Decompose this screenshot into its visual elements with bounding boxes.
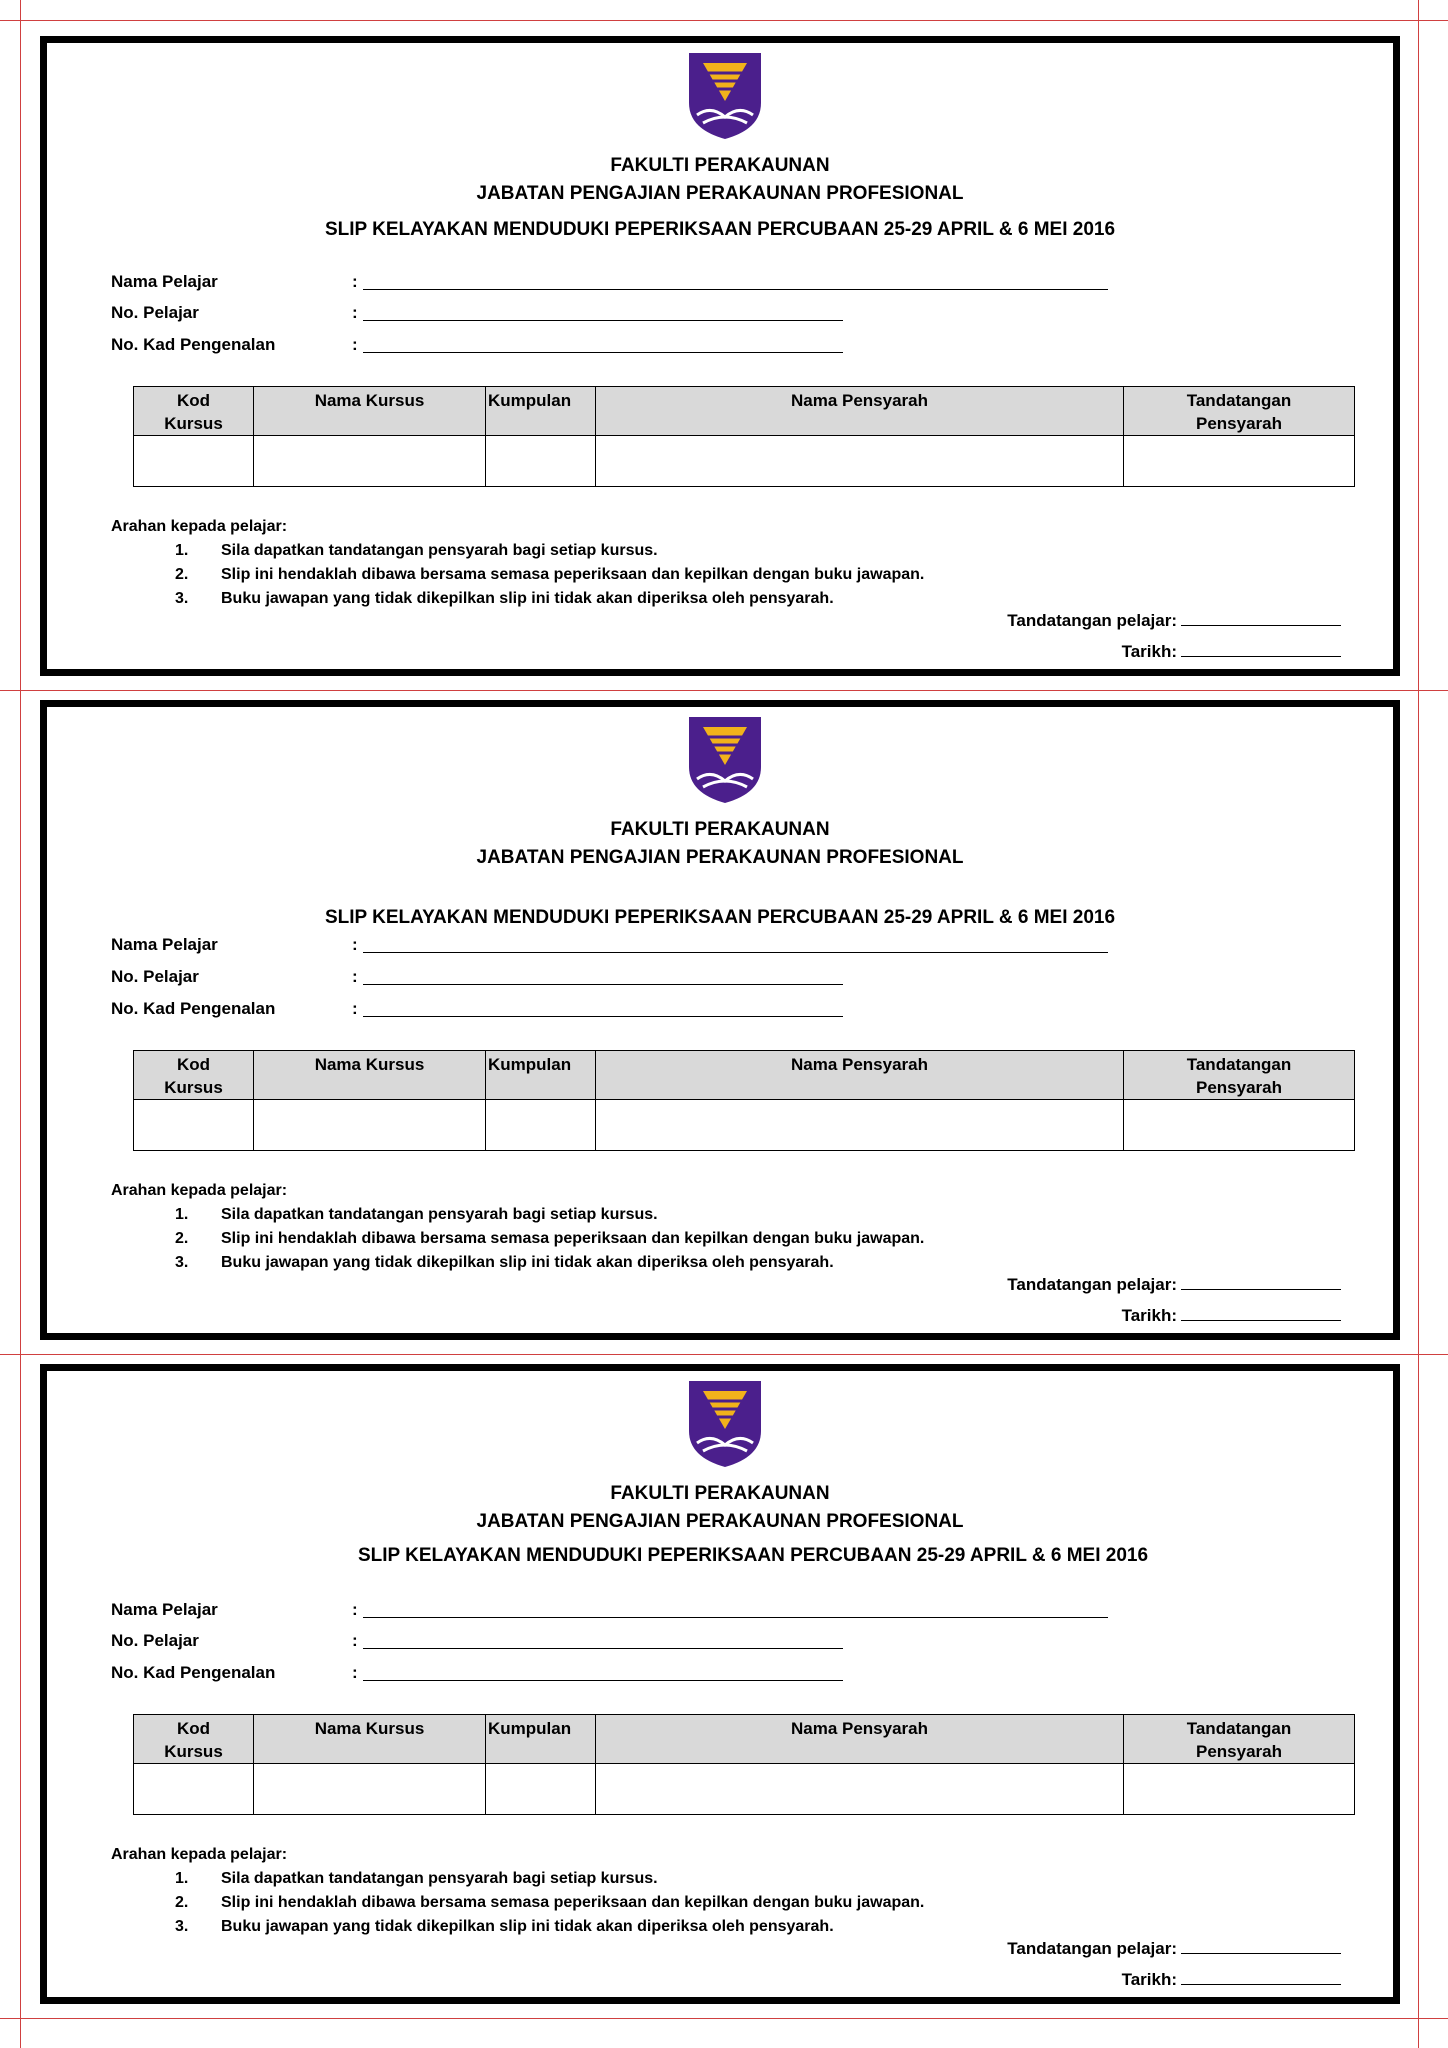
header-course-code: Kod Kursus: [134, 1715, 254, 1764]
instructions-heading: Arahan kepada pelajar:: [111, 1182, 288, 1199]
cell-group[interactable]: [486, 1764, 596, 1815]
field-label: Nama Pelajar: [111, 935, 218, 954]
header-lecturer-name: Nama Pensyarah: [596, 1715, 1124, 1764]
table-row: [134, 436, 1355, 487]
field-colon: :: [352, 999, 358, 1018]
cell-course-name[interactable]: [254, 436, 486, 487]
instruction-number: 1.: [175, 1870, 189, 1887]
header-course-name: Nama Kursus: [254, 387, 486, 436]
instruction-text: Buku jawapan yang tidak dikepilkan slip ini tidak akan diperiksa oleh pensyarah.: [221, 1918, 834, 1935]
department-title: JABATAN PENGAJIAN PERAKAUNAN PROFESIONAL: [476, 1511, 964, 1532]
field-colon: :: [352, 335, 358, 354]
exam-slip-2: [40, 700, 1400, 1340]
table-header-row: [134, 1715, 1355, 1764]
student-signature-label: Tandatangan pelajar:: [1007, 1275, 1177, 1294]
header-course-name: Nama Kursus: [254, 1051, 486, 1100]
table-row: [134, 1100, 1355, 1151]
field-colon: :: [352, 303, 358, 322]
date-field[interactable]: [1122, 1968, 1341, 1990]
cell-group[interactable]: [486, 436, 596, 487]
instructions-heading: Arahan kepada pelajar:: [111, 518, 288, 535]
cell-lecturer-name[interactable]: [596, 436, 1124, 487]
cell-lecturer-name[interactable]: [596, 1100, 1124, 1151]
instruction-item: [111, 1251, 924, 1275]
department-title: JABATAN PENGAJIAN PERAKAUNAN PROFESIONAL: [476, 847, 964, 868]
fill-line: [1181, 609, 1341, 626]
faculty-title: FAKULTI PERAKAUNAN: [610, 155, 830, 176]
instruction-item: [111, 563, 924, 587]
instructions: [111, 1179, 924, 1275]
field-label: No. Kad Pengenalan: [111, 999, 276, 1018]
header-group: Kumpulan: [486, 387, 596, 436]
instruction-text: Sila dapatkan tandatangan pensyarah bagi setiap kursus.: [221, 542, 658, 559]
fill-line: [363, 1648, 843, 1649]
university-crest-icon: [687, 715, 763, 805]
instructions-heading: Arahan kepada pelajar:: [111, 1846, 288, 1863]
cut-guide-2: [0, 1354, 1448, 1355]
instruction-text: Sila dapatkan tandatangan pensyarah bagi setiap kursus.: [221, 1870, 658, 1887]
course-signature-table: [133, 1050, 1355, 1151]
faculty-title: FAKULTI PERAKAUNAN: [610, 1483, 830, 1504]
field-label: Nama Pelajar: [111, 1600, 218, 1619]
instruction-text: Slip ini hendaklah dibawa bersama semasa peperiksaan dan kepilkan dengan buku jawapan.: [221, 566, 925, 583]
student-signature-label: Tandatangan pelajar:: [1007, 611, 1177, 630]
cell-course-name[interactable]: [254, 1100, 486, 1151]
header-course-code: Kod Kursus: [134, 1051, 254, 1100]
fill-line: [363, 1680, 843, 1681]
instruction-text: Buku jawapan yang tidak dikepilkan slip ini tidak akan diperiksa oleh pensyarah.: [221, 1254, 834, 1271]
department-title: JABATAN PENGAJIAN PERAKAUNAN PROFESIONAL: [476, 183, 964, 204]
cut-guide-1: [0, 690, 1448, 691]
header-course-name: Nama Kursus: [254, 1715, 486, 1764]
date-field[interactable]: [1122, 1304, 1341, 1326]
instruction-number: 1.: [175, 542, 189, 559]
fill-line: [1181, 1937, 1341, 1954]
instruction-number: 2.: [175, 1894, 189, 1911]
fill-line: [1181, 640, 1341, 657]
instruction-text: Buku jawapan yang tidak dikepilkan slip ini tidak akan diperiksa oleh pensyarah.: [221, 590, 834, 607]
slip-title: SLIP KELAYAKAN MENDUDUKI PEPERIKSAAN PERCUBAAN 25-29 APRIL & 6 MEI 2016: [324, 219, 1116, 240]
instruction-number: 2.: [175, 1230, 189, 1247]
fill-line: [363, 1617, 1108, 1618]
fill-line: [363, 320, 843, 321]
fill-line: [363, 952, 1108, 953]
fill-line: [1181, 1968, 1341, 1985]
instruction-item: [111, 1867, 924, 1891]
university-crest-icon: [687, 51, 763, 141]
instruction-number: 2.: [175, 566, 189, 583]
instruction-item: [111, 1915, 924, 1939]
date-field[interactable]: [1122, 640, 1341, 662]
course-signature-table: [133, 386, 1355, 487]
instruction-number: 3.: [175, 1254, 189, 1271]
instruction-item: [111, 1203, 924, 1227]
instructions: [111, 1843, 924, 1939]
header-group: Kumpulan: [486, 1051, 596, 1100]
cell-group[interactable]: [486, 1100, 596, 1151]
instructions: [111, 515, 924, 611]
instruction-item: [111, 539, 924, 563]
slip-title: SLIP KELAYAKAN MENDUDUKI PEPERIKSAAN PERCUBAAN 25-29 APRIL & 6 MEI 2016: [324, 907, 1116, 928]
exam-slip-3: [40, 1364, 1400, 2004]
field-colon: :: [352, 1663, 358, 1682]
cut-guide-left: [20, 0, 21, 2048]
cut-guide-right: [1418, 0, 1419, 2048]
course-signature-table: [133, 1714, 1355, 1815]
header-lecturer-signature: Tandatangan Pensyarah: [1124, 387, 1355, 436]
instruction-text: Slip ini hendaklah dibawa bersama semasa peperiksaan dan kepilkan dengan buku jawapan.: [221, 1894, 925, 1911]
field-label: No. Kad Pengenalan: [111, 335, 276, 354]
cut-guide-bottom: [0, 2018, 1448, 2019]
student-signature-field[interactable]: [1007, 609, 1341, 631]
cell-lecturer-signature[interactable]: [1124, 1100, 1355, 1151]
date-label: Tarikh:: [1121, 1970, 1177, 1989]
field-colon: :: [352, 1600, 358, 1619]
fill-line: [363, 352, 843, 353]
instruction-text: Slip ini hendaklah dibawa bersama semasa peperiksaan dan kepilkan dengan buku jawapan.: [221, 1230, 925, 1247]
instruction-number: 1.: [175, 1206, 189, 1223]
date-label: Tarikh:: [1121, 1306, 1177, 1325]
field-label: No. Pelajar: [111, 967, 199, 986]
field-label: No. Kad Pengenalan: [111, 1663, 276, 1682]
table-row: [134, 1764, 1355, 1815]
student-signature-label: Tandatangan pelajar:: [1007, 1939, 1177, 1958]
field-label: No. Pelajar: [111, 1631, 199, 1650]
table-header-row: [134, 387, 1355, 436]
instruction-text: Sila dapatkan tandatangan pensyarah bagi setiap kursus.: [221, 1206, 658, 1223]
fill-line: [1181, 1273, 1341, 1290]
cell-course-code[interactable]: [134, 1100, 254, 1151]
instruction-item: [111, 587, 924, 611]
header-course-code: Kod Kursus: [134, 387, 254, 436]
faculty-title: FAKULTI PERAKAUNAN: [610, 819, 830, 840]
cell-lecturer-signature[interactable]: [1124, 1764, 1355, 1815]
cell-course-code[interactable]: [134, 436, 254, 487]
field-label: Nama Pelajar: [111, 272, 218, 291]
field-colon: :: [352, 272, 358, 291]
cell-course-code[interactable]: [134, 1764, 254, 1815]
fill-line: [363, 1016, 843, 1017]
field-label: No. Pelajar: [111, 303, 199, 322]
header-group: Kumpulan: [486, 1715, 596, 1764]
instruction-number: 3.: [175, 590, 189, 607]
instruction-item: [111, 1891, 924, 1915]
instruction-item: [111, 1227, 924, 1251]
fill-line: [363, 984, 843, 985]
fill-line: [1181, 1304, 1341, 1321]
header-lecturer-name: Nama Pensyarah: [596, 387, 1124, 436]
slip-title: SLIP KELAYAKAN MENDUDUKI PEPERIKSAAN PERCUBAAN 25-29 APRIL & 6 MEI 2016: [357, 1545, 1149, 1566]
header-lecturer-signature: Tandatangan Pensyarah: [1124, 1715, 1355, 1764]
student-signature-field[interactable]: [1007, 1273, 1341, 1295]
date-label: Tarikh:: [1121, 642, 1177, 661]
table-header-row: [134, 1051, 1355, 1100]
exam-slip-1: [40, 36, 1400, 676]
header-lecturer-signature: Tandatangan Pensyarah: [1124, 1051, 1355, 1100]
header-lecturer-name: Nama Pensyarah: [596, 1051, 1124, 1100]
cell-course-name[interactable]: [254, 1764, 486, 1815]
cell-lecturer-name[interactable]: [596, 1764, 1124, 1815]
instruction-number: 3.: [175, 1918, 189, 1935]
field-colon: :: [352, 967, 358, 986]
student-signature-field[interactable]: [1007, 1937, 1341, 1959]
cut-guide-top: [0, 20, 1448, 21]
cell-lecturer-signature[interactable]: [1124, 436, 1355, 487]
university-crest-icon: [687, 1379, 763, 1469]
fill-line: [363, 289, 1108, 290]
field-colon: :: [352, 1631, 358, 1650]
field-colon: :: [352, 935, 358, 954]
